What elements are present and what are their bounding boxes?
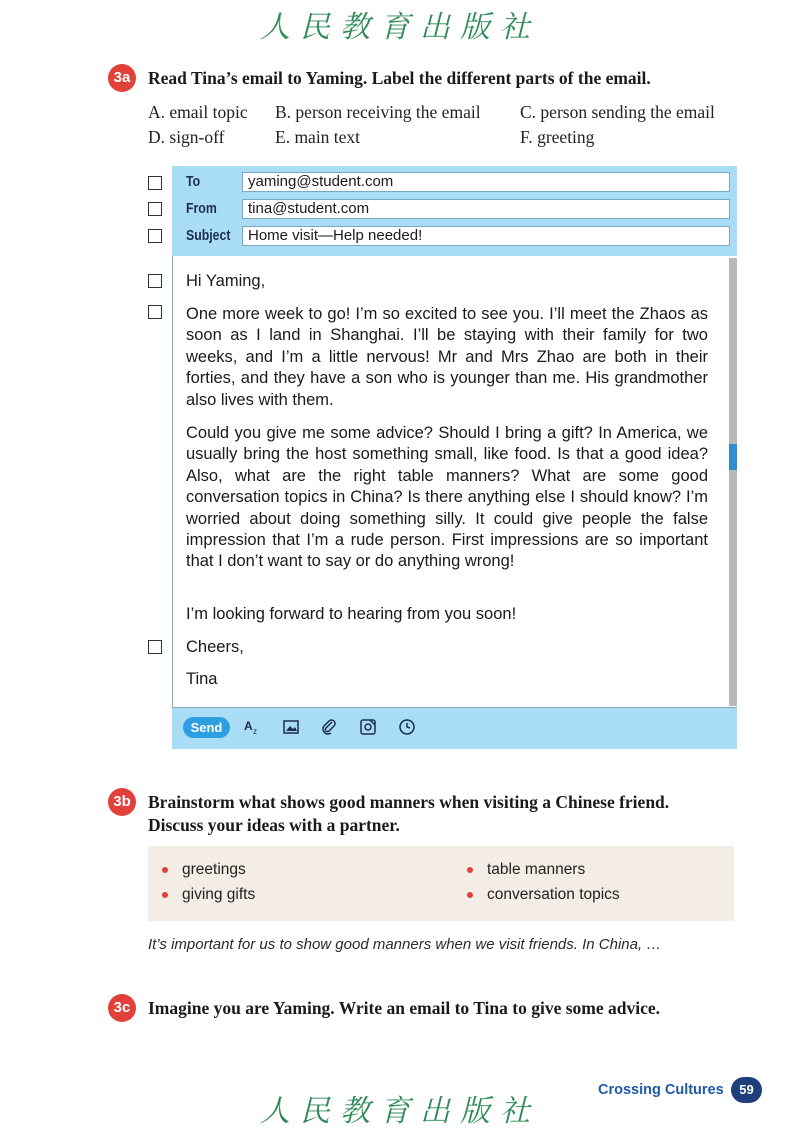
send-button[interactable]: Send (183, 717, 230, 738)
subject-field[interactable]: Home visit—Help needed! (242, 226, 730, 246)
ideas-box (148, 846, 734, 921)
font-size-icon[interactable] (243, 718, 261, 736)
label-checkbox-main-text[interactable] (148, 305, 162, 319)
option-d: D. sign-off (148, 127, 225, 147)
exercise-badge-3c: 3c (108, 994, 136, 1022)
from-field[interactable]: tina@student.com (242, 199, 730, 219)
email-signature: Tina (186, 670, 218, 688)
label-checkbox-to[interactable] (148, 176, 162, 190)
photo-icon[interactable] (359, 718, 377, 736)
idea-conversation-topics: conversation topics (487, 886, 620, 903)
idea-table-manners: table manners (487, 861, 586, 878)
exercise-badge-3b: 3b (108, 788, 136, 816)
option-b: B. person receiving the email (275, 102, 481, 122)
exercise-3b-instruction-line1: Brainstorm what shows good manners when visiting a Chinese friend. (148, 792, 670, 812)
publisher-logo-top: 人民教育出版社 (260, 10, 540, 45)
email-greeting: Hi Yaming, (186, 272, 266, 290)
idea-giving-gifts: giving gifts (182, 886, 256, 903)
idea-greetings: greetings (182, 861, 246, 878)
scrollbar-thumb[interactable] (729, 444, 737, 470)
to-label: To (186, 173, 201, 190)
email-signoff: Cheers, (186, 638, 244, 656)
bullet-icon (162, 867, 168, 873)
bullet-icon (162, 892, 168, 898)
exercise-3a-instruction: Read Tina’s email to Yaming. Label the different parts of the email. (148, 68, 651, 88)
section-title: Crossing Cultures (598, 1082, 724, 1098)
option-e: E. main text (275, 127, 361, 147)
exercise-badge-3a: 3a (108, 64, 136, 92)
exercise-3b-instruction-line2: Discuss your ideas with a partner. (148, 815, 400, 835)
to-field[interactable]: yaming@student.com (242, 172, 730, 192)
image-icon[interactable] (282, 718, 300, 736)
publisher-logo-bottom: 人民教育出版社 (260, 1094, 540, 1129)
attachment-icon[interactable] (320, 718, 338, 736)
email-paragraph-3: I’m looking forward to hearing from you soon! (186, 605, 517, 623)
clock-icon[interactable] (398, 718, 416, 736)
option-a: A. email topic (148, 102, 248, 122)
svg-text:z: z (253, 727, 257, 736)
bullet-icon (467, 892, 473, 898)
bullet-icon (467, 867, 473, 873)
example-sentence: It’s important for us to show good manners when we visit friends. In China, … (148, 936, 662, 953)
email-paragraph-2: Could you give me some advice? Should I bring a gift? In America, we usually bring the host something small, like food. Is that a good idea? Also, what are the right table manners? What are some good conversation topics in China? Is there anything else I should know? I’m worried about doing something silly. It could give people the false impression that I’m a rude person. First impressions are so important that I don’t want to say or do anything wrong! (186, 424, 708, 571)
option-c: C. person sending the email (520, 102, 715, 122)
option-f: F. greeting (520, 127, 595, 147)
from-label: From (186, 200, 217, 217)
exercise-3c-instruction: Imagine you are Yaming. Write an email to Tina to give some advice. (148, 998, 661, 1018)
page-number: 59 (731, 1077, 762, 1103)
scrollbar-track[interactable] (729, 258, 737, 706)
svg-text:A: A (244, 719, 253, 733)
subject-label: Subject (186, 227, 231, 244)
label-checkbox-subject[interactable] (148, 229, 162, 243)
label-checkbox-greeting[interactable] (148, 274, 162, 288)
email-paragraph-1: One more week to go! I’m so excited to see you. I’ll meet the Zhaos as soon as I land in Shanghai. I’ll be staying with their family for two weeks, and I’m a little nervous! Mr and Mrs Zhao are both in their forties, and they have a son who is younger than me. His grandmother also lives with them. (186, 305, 708, 409)
label-checkbox-from[interactable] (148, 202, 162, 216)
label-checkbox-signoff[interactable] (148, 640, 162, 654)
